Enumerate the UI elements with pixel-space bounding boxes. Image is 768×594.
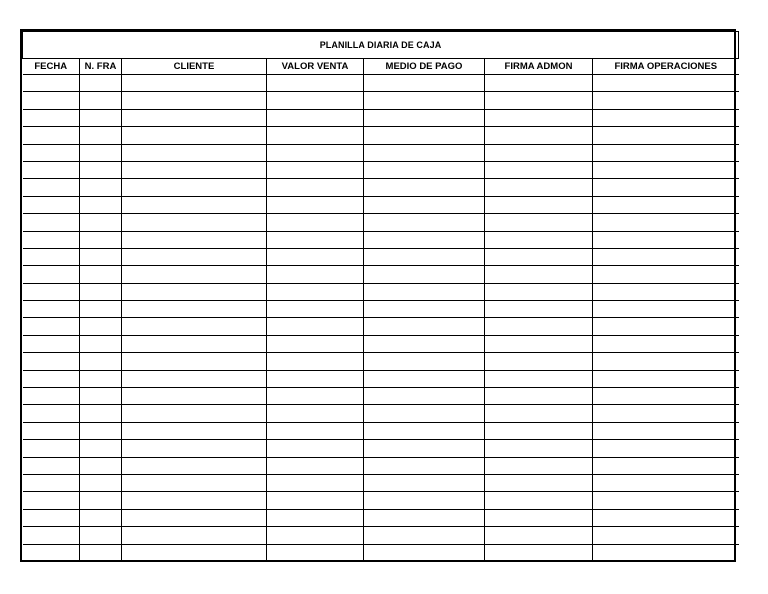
cliente-cell[interactable] [122,335,267,352]
cliente-cell[interactable] [122,457,267,474]
firma-operaciones-cell[interactable] [593,440,739,457]
table-row [23,353,739,370]
invoice-number-cell[interactable] [80,214,122,231]
cliente-cell[interactable] [122,248,267,265]
firma-operaciones-cell[interactable] [593,214,739,231]
invoice-number-cell[interactable] [80,127,122,144]
invoice-number-cell[interactable] [80,179,122,196]
invoice-number-cell[interactable] [80,405,122,422]
firma-operaciones-cell[interactable] [593,161,739,178]
column-header-fecha: FECHA [23,59,80,75]
valor-venta-cell[interactable] [267,457,364,474]
firma-operaciones-cell[interactable] [593,492,739,509]
cliente-cell[interactable] [122,405,267,422]
medio-de-pago-cell[interactable] [364,492,485,509]
title-row [23,32,739,59]
table-row [23,214,739,231]
invoice-number-cell[interactable] [80,353,122,370]
firma-admon-cell[interactable] [485,422,593,439]
medio-de-pago-cell[interactable] [364,144,485,161]
table-row [23,75,739,92]
fecha-cell[interactable] [23,92,80,109]
medio-de-pago-cell[interactable] [364,440,485,457]
cliente-cell[interactable] [122,283,267,300]
table-row [23,266,739,283]
firma-operaciones-cell[interactable] [593,127,739,144]
cliente-cell[interactable] [122,92,267,109]
sheet-title: PLANILLA DIARIA DE CAJA [23,32,739,59]
column-header-firma-admon: FIRMA ADMON [485,59,593,75]
firma-operaciones-cell[interactable] [593,196,739,213]
firma-operaciones-cell[interactable] [593,301,739,318]
firma-operaciones-cell[interactable] [593,422,739,439]
firma-admon-cell[interactable] [485,335,593,352]
valor-venta-cell[interactable] [267,214,364,231]
firma-admon-cell[interactable] [485,318,593,335]
cliente-cell[interactable] [122,527,267,544]
cliente-cell[interactable] [122,474,267,491]
fecha-cell[interactable] [23,196,80,213]
medio-de-pago-cell[interactable] [364,335,485,352]
invoice-number-cell[interactable] [80,283,122,300]
table-row [23,283,739,300]
firma-operaciones-cell[interactable] [593,370,739,387]
invoice-number-cell[interactable] [80,422,122,439]
invoice-number-cell[interactable] [80,196,122,213]
cliente-cell[interactable] [122,144,267,161]
firma-operaciones-cell[interactable] [593,527,739,544]
invoice-number-cell[interactable] [80,109,122,126]
valor-venta-cell[interactable] [267,353,364,370]
cliente-cell[interactable] [122,127,267,144]
medio-de-pago-cell[interactable] [364,214,485,231]
cliente-cell[interactable] [122,161,267,178]
firma-admon-cell[interactable] [485,440,593,457]
firma-operaciones-cell[interactable] [593,335,739,352]
firma-admon-cell[interactable] [485,527,593,544]
medio-de-pago-cell[interactable] [364,422,485,439]
column-header-medio-de-pago: MEDIO DE PAGO [364,59,485,75]
medio-de-pago-cell[interactable] [364,457,485,474]
firma-operaciones-cell[interactable] [593,318,739,335]
fecha-cell[interactable] [23,179,80,196]
medio-de-pago-cell[interactable] [364,353,485,370]
cliente-cell[interactable] [122,370,267,387]
valor-venta-cell[interactable] [267,370,364,387]
fecha-cell[interactable] [23,440,80,457]
table-row [23,196,739,213]
firma-operaciones-cell[interactable] [593,109,739,126]
table-row [23,109,739,126]
medio-de-pago-cell[interactable] [364,370,485,387]
firma-admon-cell[interactable] [485,266,593,283]
medio-de-pago-cell[interactable] [364,388,485,405]
valor-venta-cell[interactable] [267,283,364,300]
medio-de-pago-cell[interactable] [364,127,485,144]
fecha-cell[interactable] [23,301,80,318]
valor-venta-cell[interactable] [267,388,364,405]
fecha-cell[interactable] [23,457,80,474]
firma-admon-cell[interactable] [485,144,593,161]
table-row [23,440,739,457]
valor-venta-cell[interactable] [267,92,364,109]
firma-admon-cell[interactable] [485,474,593,491]
medio-de-pago-cell[interactable] [364,248,485,265]
header-row [23,59,739,75]
valor-venta-cell[interactable] [267,509,364,526]
cliente-cell[interactable] [122,214,267,231]
valor-venta-cell[interactable] [267,318,364,335]
invoice-number-cell[interactable] [80,527,122,544]
firma-operaciones-cell[interactable] [593,231,739,248]
firma-operaciones-cell[interactable] [593,353,739,370]
medio-de-pago-cell[interactable] [364,179,485,196]
invoice-number-cell[interactable] [80,231,122,248]
column-header-cliente: CLIENTE [122,59,267,75]
firma-admon-cell[interactable] [485,492,593,509]
table-body [23,75,739,561]
fecha-cell[interactable] [23,527,80,544]
valor-venta-cell[interactable] [267,179,364,196]
table-row [23,527,739,544]
invoice-number-cell[interactable] [80,474,122,491]
valor-venta-cell[interactable] [267,544,364,561]
invoice-number-cell[interactable] [80,266,122,283]
firma-operaciones-cell[interactable] [593,248,739,265]
medio-de-pago-cell[interactable] [364,196,485,213]
valor-venta-cell[interactable] [267,440,364,457]
fecha-cell[interactable] [23,405,80,422]
fecha-cell[interactable] [23,283,80,300]
valor-venta-cell[interactable] [267,492,364,509]
fecha-cell[interactable] [23,492,80,509]
firma-operaciones-cell[interactable] [593,92,739,109]
invoice-number-cell[interactable] [80,509,122,526]
cliente-cell[interactable] [122,544,267,561]
invoice-number-cell[interactable] [80,492,122,509]
firma-admon-cell[interactable] [485,405,593,422]
medio-de-pago-cell[interactable] [364,75,485,92]
fecha-cell[interactable] [23,144,80,161]
invoice-number-cell[interactable] [80,335,122,352]
fecha-cell[interactable] [23,370,80,387]
table-row [23,335,739,352]
medio-de-pago-cell[interactable] [364,544,485,561]
medio-de-pago-cell[interactable] [364,109,485,126]
medio-de-pago-cell[interactable] [364,266,485,283]
valor-venta-cell[interactable] [267,301,364,318]
table-row [23,474,739,491]
invoice-number-cell[interactable] [80,318,122,335]
firma-admon-cell[interactable] [485,109,593,126]
firma-operaciones-cell[interactable] [593,474,739,491]
firma-admon-cell[interactable] [485,214,593,231]
table-row [23,544,739,561]
firma-admon-cell[interactable] [485,161,593,178]
firma-operaciones-cell[interactable] [593,179,739,196]
column-header-firma-operaciones: FIRMA OPERACIONES [593,59,739,75]
cliente-cell[interactable] [122,301,267,318]
firma-admon-cell[interactable] [485,370,593,387]
cliente-cell[interactable] [122,179,267,196]
fecha-cell[interactable] [23,422,80,439]
medio-de-pago-cell[interactable] [364,527,485,544]
valor-venta-cell[interactable] [267,75,364,92]
medio-de-pago-cell[interactable] [364,231,485,248]
table-row [23,422,739,439]
valor-venta-cell[interactable] [267,248,364,265]
table-row [23,301,739,318]
table-row [23,127,739,144]
valor-venta-cell[interactable] [267,335,364,352]
table-row [23,144,739,161]
invoice-number-cell[interactable] [80,370,122,387]
cash-log-table [22,31,739,561]
firma-operaciones-cell[interactable] [593,388,739,405]
valor-venta-cell[interactable] [267,474,364,491]
table-row [23,179,739,196]
firma-admon-cell[interactable] [485,179,593,196]
invoice-number-cell[interactable] [80,457,122,474]
fecha-cell[interactable] [23,161,80,178]
firma-admon-cell[interactable] [485,75,593,92]
firma-admon-cell[interactable] [485,457,593,474]
table-row [23,248,739,265]
fecha-cell[interactable] [23,335,80,352]
medio-de-pago-cell[interactable] [364,301,485,318]
fecha-cell[interactable] [23,353,80,370]
firma-admon-cell[interactable] [485,92,593,109]
cliente-cell[interactable] [122,318,267,335]
table-row [23,92,739,109]
fecha-cell[interactable] [23,109,80,126]
valor-venta-cell[interactable] [267,144,364,161]
fecha-cell[interactable] [23,266,80,283]
column-header-valor-venta: VALOR VENTA [267,59,364,75]
valor-venta-cell[interactable] [267,161,364,178]
invoice-number-cell[interactable] [80,248,122,265]
fecha-cell[interactable] [23,388,80,405]
fecha-cell[interactable] [23,318,80,335]
fecha-cell[interactable] [23,75,80,92]
medio-de-pago-cell[interactable] [364,509,485,526]
firma-operaciones-cell[interactable] [593,509,739,526]
firma-admon-cell[interactable] [485,127,593,144]
firma-admon-cell[interactable] [485,544,593,561]
cliente-cell[interactable] [122,75,267,92]
table-row [23,457,739,474]
firma-admon-cell[interactable] [485,353,593,370]
fecha-cell[interactable] [23,474,80,491]
firma-operaciones-cell[interactable] [593,75,739,92]
fecha-cell[interactable] [23,248,80,265]
table-row [23,509,739,526]
medio-de-pago-cell[interactable] [364,92,485,109]
medio-de-pago-cell[interactable] [364,318,485,335]
cliente-cell[interactable] [122,353,267,370]
invoice-number-cell[interactable] [80,92,122,109]
valor-venta-cell[interactable] [267,196,364,213]
cliente-cell[interactable] [122,492,267,509]
valor-venta-cell[interactable] [267,109,364,126]
valor-venta-cell[interactable] [267,422,364,439]
invoice-number-cell[interactable] [80,75,122,92]
table-row [23,370,739,387]
firma-admon-cell[interactable] [485,509,593,526]
invoice-number-cell[interactable] [80,388,122,405]
firma-admon-cell[interactable] [485,283,593,300]
table-row [23,492,739,509]
column-header-invoice-number: N. FRA [80,59,122,75]
invoice-number-cell[interactable] [80,544,122,561]
table-row [23,318,739,335]
firma-operaciones-cell[interactable] [593,457,739,474]
valor-venta-cell[interactable] [267,231,364,248]
firma-admon-cell[interactable] [485,196,593,213]
invoice-number-cell[interactable] [80,144,122,161]
medio-de-pago-cell[interactable] [364,283,485,300]
cliente-cell[interactable] [122,109,267,126]
medio-de-pago-cell[interactable] [364,405,485,422]
fecha-cell[interactable] [23,509,80,526]
invoice-number-cell[interactable] [80,161,122,178]
valor-venta-cell[interactable] [267,527,364,544]
cliente-cell[interactable] [122,440,267,457]
cliente-cell[interactable] [122,422,267,439]
cliente-cell[interactable] [122,266,267,283]
table-row [23,405,739,422]
fecha-cell[interactable] [23,544,80,561]
medio-de-pago-cell[interactable] [364,474,485,491]
table-row [23,388,739,405]
firma-admon-cell[interactable] [485,388,593,405]
valor-venta-cell[interactable] [267,266,364,283]
fecha-cell[interactable] [23,231,80,248]
table-row [23,161,739,178]
cliente-cell[interactable] [122,231,267,248]
valor-venta-cell[interactable] [267,405,364,422]
table-row [23,231,739,248]
firma-operaciones-cell[interactable] [593,544,739,561]
fecha-cell[interactable] [23,127,80,144]
cash-sheet [20,29,736,562]
cliente-cell[interactable] [122,196,267,213]
firma-operaciones-cell[interactable] [593,405,739,422]
fecha-cell[interactable] [23,214,80,231]
valor-venta-cell[interactable] [267,127,364,144]
firma-operaciones-cell[interactable] [593,266,739,283]
firma-admon-cell[interactable] [485,231,593,248]
firma-admon-cell[interactable] [485,248,593,265]
cliente-cell[interactable] [122,388,267,405]
medio-de-pago-cell[interactable] [364,161,485,178]
cliente-cell[interactable] [122,509,267,526]
invoice-number-cell[interactable] [80,440,122,457]
firma-operaciones-cell[interactable] [593,283,739,300]
invoice-number-cell[interactable] [80,301,122,318]
firma-admon-cell[interactable] [485,301,593,318]
firma-operaciones-cell[interactable] [593,144,739,161]
